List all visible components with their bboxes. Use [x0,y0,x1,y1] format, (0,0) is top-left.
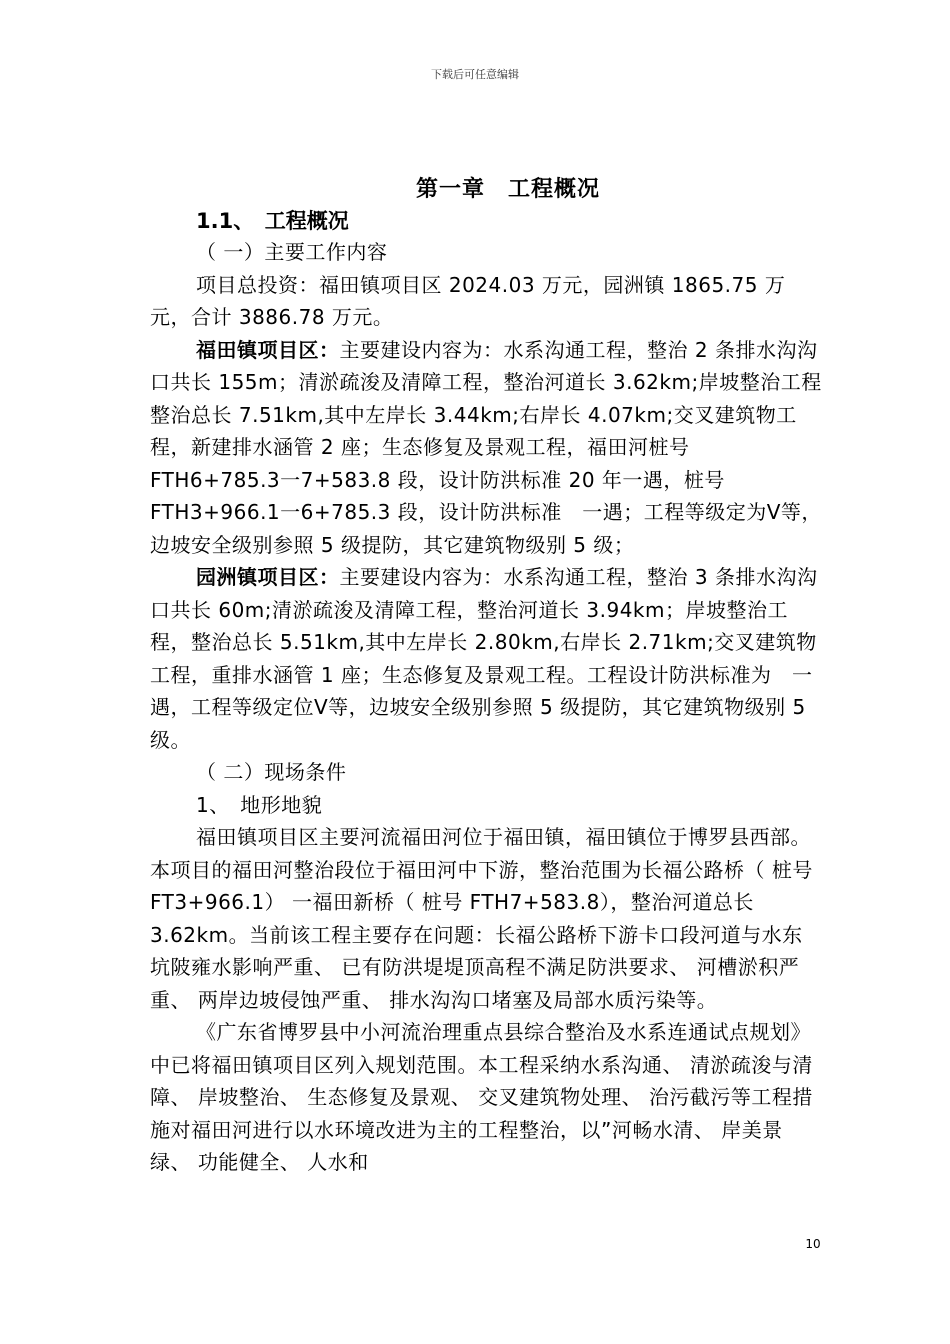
paragraph-plan: 《广东省博罗县中小河流治理重点县综合整治及水系连通试点规划》中已将福田镇项目区列入规划范围。本工程采纳水系沟通、 清淤疏浚与清障、 岸坡整治、 生态修复及景观、 交叉建筑物处理、 治污截污等工程措施对福田河进行以水环境改进为主的工程整治，以”河畅水清、 岸美景绿、 功能健全、 人水和 [150,1020,813,1174]
paragraph-futian [150,334,822,562]
yuanzhou-text: 主要建设内容为：水系沟通工程，整治 3 条排水沟沟口共长 60m;清淤疏浚及清障工程，整治河道长 3.94km；岸坡整治工程，整治总长 5.51km,其中左岸长 2.80km,右岸长 2.71km;交叉建筑物工程，重排水涵管 1 座；生态修复及景观工程。工程设计防洪标准为 一遇，工程等级定位Ⅴ等，边坡安全级别参照 5 级提防，其它建筑物级别 5 级。 [150,565,818,752]
futian-label: 福田镇项目区： [196,337,340,362]
paragraph-investment: 项目总投资：福田镇项目区 2024.03 万元，园洲镇 1865.75 万元，合计 3886.78 万元。 [150,272,786,329]
section-title: 1.1、 工程概况 [196,209,349,233]
yuanzhou-label: 园洲镇项目区： [196,565,340,589]
header-note: 下载后可任意编辑 [431,68,519,81]
document-body [150,236,822,1179]
subheading-site-conditions: （ 二）现场条件 [196,760,347,784]
page-number: 10 [805,1237,821,1251]
chapter-title: 第一章 工程概况 [415,177,600,202]
paragraph-terrain: 福田镇项目区主要河流福田河位于福田镇，福田镇位于博罗县西部。本项目的福田河整治段位于福田河中下游，整治范围为长福公路桥（ 桩号 FT3+966.1） 一福田新桥（ 桩号 FTH7+583.8），整治河道总长 3.62km。当前该工程主要存在问题：长福公路桥下游卡口段河道与水东坑陂雍水影响严重、 已有防洪堤堤顶高程不满足防洪要求、 河槽淤积严重、 两岸边坡侵蚀严重、 排水沟沟口堵塞及局部水质污染等。 [150,825,813,1012]
subheading-main-work: （ 一）主要工作内容 [196,240,388,264]
paragraph-yuanzhou [150,561,822,756]
futian-text: 主要建设内容为：水系沟通工程，整治 2 条排水沟沟口共长 155m；清淤疏浚及清障工程，整治河道长 3.62km;岸坡整治工程整治总长 7.51km,其中左岸长 3.44km;右岸长 4.07km;交叉建筑物工程，新建排水涵管 2 座；生态修复及景观工程，福田河桩号 FTH6+785.3一7+583.8 段，设计防洪标准 20 年一遇，桩号 FTH3+966.1一6+785.3 段，设计防洪标准 一遇；工程等级定为Ⅴ等，边坡安全级别参照 5 级提防，其它建筑物级别 5 级； [150,337,822,557]
subheading-terrain: 1、 地形地貌 [196,792,323,817]
